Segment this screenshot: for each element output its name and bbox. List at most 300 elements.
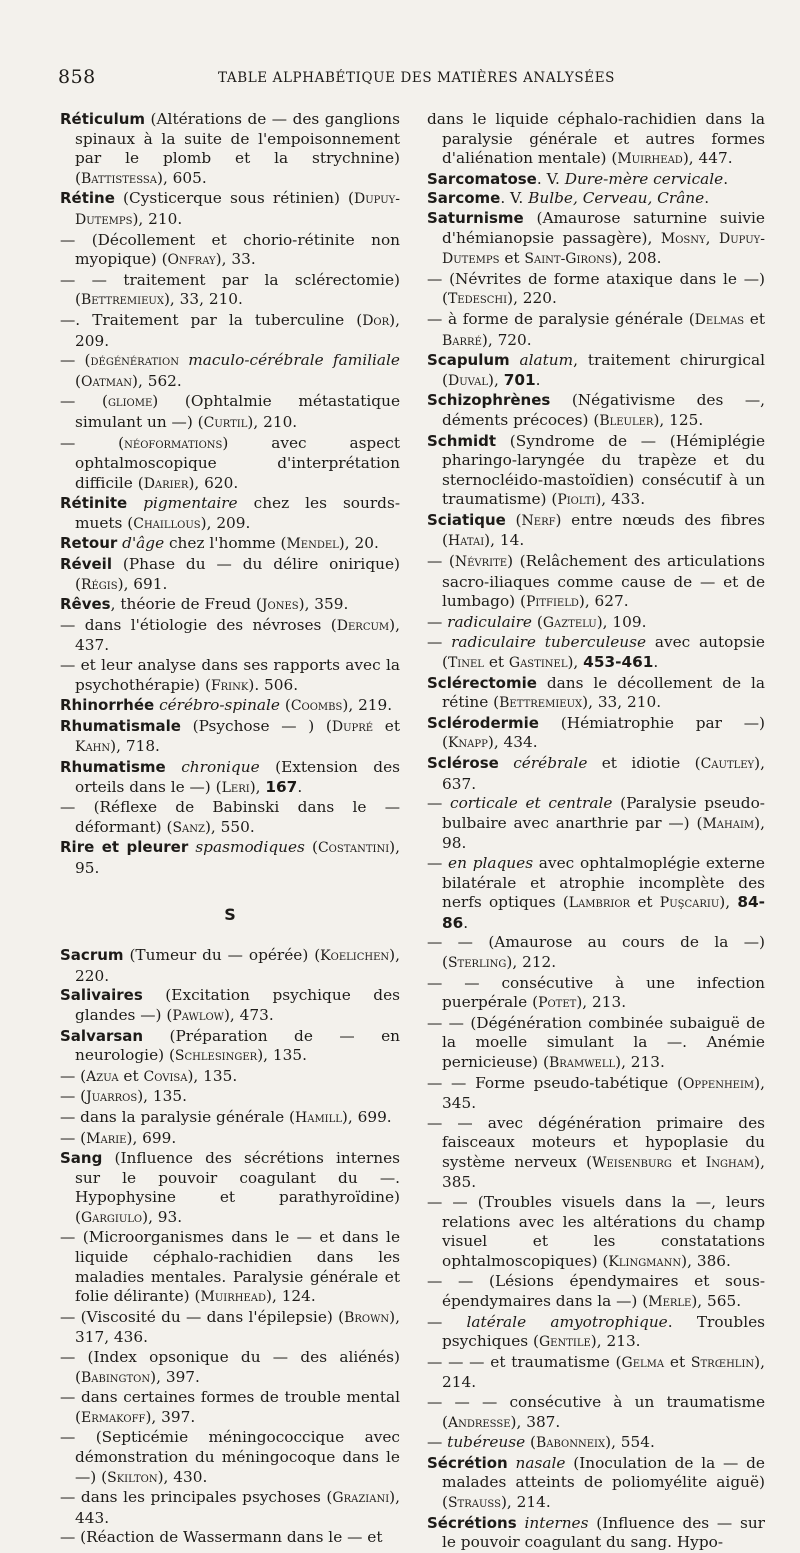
entry-text: ), 317, 436.: [75, 1307, 400, 1347]
author-name: Tedeschi: [447, 291, 508, 308]
author-name: Babington: [80, 1369, 151, 1386]
index-entry: [60, 1348, 400, 1388]
author-name: Babonneix: [535, 1435, 606, 1452]
entry-text: ), 718.: [110, 737, 160, 756]
index-entry: [427, 613, 765, 634]
author-name: Dupré: [331, 718, 374, 735]
entry-text: ), 209.: [75, 310, 400, 350]
author-name: Gaztelu: [542, 614, 597, 631]
entry-text: ), 473.: [223, 1005, 274, 1024]
author-name: Leri: [221, 779, 250, 796]
entry-italic: radiculaire tuberculeuse: [451, 633, 647, 652]
index-entry: [60, 758, 400, 798]
entry-text: ), 20.: [338, 534, 379, 553]
entry-text: (Psychose — ) (: [180, 716, 332, 735]
entry-text: ), 213.: [615, 1052, 665, 1071]
right-entries: [427, 110, 765, 1553]
author-name: Andresse: [447, 1414, 511, 1431]
entry-text: ), 220.: [507, 289, 557, 308]
bold-page-ref: 453-461: [583, 653, 654, 672]
index-entry: [427, 310, 765, 351]
entry-text: ), 135.: [257, 1046, 307, 1065]
bold-page-ref: 701: [503, 370, 536, 389]
index-entry: [60, 1528, 400, 1548]
entry-italic: tubéreuse: [447, 1433, 526, 1452]
entry-text: ),: [719, 893, 738, 912]
entry-italic: internes: [524, 1513, 589, 1532]
index-entry: [427, 351, 765, 391]
entry-text: ), 95.: [75, 838, 400, 877]
index-entry: [427, 854, 765, 933]
author-name: Duval: [447, 372, 489, 389]
entry-text: ), 124.: [266, 1287, 316, 1306]
entry-headword: Sécrétions: [427, 1513, 517, 1532]
index-entry: [427, 110, 765, 170]
entry-text: —: [427, 633, 452, 652]
entry-headword: Réveil: [60, 555, 112, 574]
author-name: Schlesinger: [174, 1048, 258, 1065]
author-name: Chaillous: [133, 515, 201, 532]
index-entry: [60, 595, 400, 616]
entry-text: ), 219.: [342, 696, 393, 715]
author-name: Bettremieux: [80, 292, 164, 309]
author-name: Frink: [210, 677, 249, 694]
index-entry: [427, 633, 765, 673]
entry-text: ), 33, 210.: [163, 290, 243, 309]
author-name: Knapp: [447, 735, 488, 752]
author-name: Muirhead: [200, 1289, 266, 1306]
entry-text: ), 397.: [150, 1367, 200, 1386]
entry-text: ), 691.: [117, 574, 168, 593]
entry-headword: Schizophrènes: [427, 391, 551, 410]
author-name: néoformations: [124, 435, 223, 452]
entry-text: — — consécutive à une infection puerpérale (: [427, 973, 765, 1012]
entry-italic: maculo-cérébrale familiale: [188, 351, 400, 370]
entry-text: ,: [705, 228, 720, 247]
entry-text: ), 98.: [442, 813, 765, 853]
author-name: Juarros: [86, 1089, 138, 1106]
right-column: [427, 110, 766, 1552]
index-entry: [427, 933, 765, 973]
entry-text: ), 33.: [215, 250, 256, 269]
entry-text: — (: [60, 1087, 87, 1106]
entry-headword: Retour: [60, 534, 118, 553]
entry-headword: Rhinorrhée: [60, 696, 155, 715]
entry-text: —: [427, 1312, 467, 1331]
entry-text: —: [427, 612, 448, 631]
author-name: Gelma: [621, 1354, 665, 1371]
author-name: Muirhead: [617, 151, 683, 168]
entry-headword: Rhumatismale: [60, 716, 181, 735]
index-entry: [60, 717, 400, 758]
index-entry: [427, 209, 765, 270]
entry-text: ), 386.: [681, 1251, 731, 1270]
author-name: Saint-Girons: [524, 251, 612, 268]
entry-text: ), 620.: [188, 473, 239, 492]
entry-text: ), 208.: [611, 249, 662, 268]
entry-text: .: [704, 189, 710, 208]
index-entry: [427, 170, 765, 190]
entry-text: et: [630, 893, 660, 912]
entry-headword: Sarcome: [427, 189, 501, 208]
entry-text: (: [531, 612, 543, 631]
entry-text: ), 554.: [605, 1433, 655, 1452]
left-entries-r: [60, 110, 400, 879]
page-header: [58, 66, 758, 94]
author-name: Sterling: [447, 954, 507, 971]
entry-italic: chronique: [181, 758, 260, 776]
entry-text: — (: [60, 1128, 87, 1147]
entry-text: (: [525, 1433, 536, 1452]
entry-text: ), 135.: [187, 1066, 238, 1085]
entry-text: ) entre nœuds des fibres (: [442, 510, 765, 550]
index-entry: [60, 656, 400, 696]
author-name: dégénération: [90, 353, 179, 370]
entry-italic: en plaques: [448, 853, 534, 872]
entry-text: —. Traitement par la tuberculine (: [60, 310, 363, 329]
author-name: Hamill: [295, 1109, 342, 1126]
entry-text: ), 699.: [341, 1107, 392, 1126]
index-entry: [60, 555, 400, 595]
entry-text: dans le liquide céphalo-rachidien dans la paralysie générale et autres formes d'aliénation mentale) (: [427, 110, 765, 168]
author-name: Weisenburg: [592, 1154, 672, 1171]
entry-text: —: [427, 794, 451, 813]
author-name: Klingmann: [608, 1253, 682, 1270]
entry-text: (: [279, 696, 291, 715]
entry-text: et: [744, 309, 766, 328]
bold-page-ref: 167: [265, 777, 298, 796]
entry-text: ), 14.: [484, 531, 525, 550]
entry-text: ), 125.: [653, 410, 704, 429]
entry-text: — — traitement par la sclérectomie) (: [60, 270, 400, 309]
index-entry: [427, 552, 765, 613]
index-entry: [427, 189, 765, 209]
index-entry: [427, 391, 765, 431]
author-name: Gentile: [538, 1334, 591, 1351]
entry-text: ), 387.: [510, 1412, 561, 1431]
entry-headword: Sciatique: [427, 510, 506, 529]
entry-headword: Sclérodermie: [427, 713, 539, 732]
entry-text: — (Décollement et chorio-rétinite non myopique) (: [60, 230, 400, 269]
author-name: Dupuy-Dutemps: [442, 230, 765, 268]
author-name: Cautley: [700, 756, 755, 772]
entry-text: (Influence des — sur le pouvoir coagulant du sang. Hypo-: [442, 1513, 765, 1552]
entry-text: — — (Amaurose au cours de la —) (: [427, 933, 765, 971]
entry-text: . V.: [536, 169, 565, 188]
entry-text: (Tumeur du — opérée) (: [123, 946, 321, 965]
entry-text: ), 359.: [298, 595, 349, 614]
entry-text: — (: [60, 433, 125, 452]
author-name: Gastinel: [508, 655, 568, 672]
entry-text: ), 637.: [442, 754, 765, 793]
entry-text: — — Forme pseudo-tabétique (: [427, 1073, 683, 1092]
entry-headword: Rétinite: [60, 494, 128, 513]
author-name: Barré: [442, 332, 482, 349]
author-name: Mosny: [660, 230, 706, 247]
author-name: Marie: [86, 1130, 127, 1147]
entry-text: — (: [60, 351, 91, 370]
entry-headword: Sclérectomie: [427, 673, 537, 692]
section-letter: S: [224, 904, 236, 924]
entry-text: — — — consécutive à un traumatisme (: [427, 1393, 765, 1431]
entry-text: — dans les principales psychoses (: [60, 1488, 333, 1507]
index-entry: [60, 351, 400, 392]
entry-text: et: [664, 1352, 691, 1371]
entry-headword: Saturnisme: [427, 208, 524, 227]
entry-headword: Sang: [60, 1149, 103, 1168]
index-entry: [60, 1228, 400, 1307]
entry-italic: spasmodiques: [195, 838, 305, 857]
entry-text: — (Réaction de Wassermann dans le — et: [60, 1528, 383, 1547]
entry-text: (: [505, 510, 522, 529]
entry-headword: Réticulum: [60, 110, 146, 128]
entry-text: . Troubles psychiques (: [442, 1312, 765, 1351]
index-entry: [427, 1114, 765, 1193]
entry-text: ),: [567, 653, 584, 672]
left-entries-s: [60, 946, 400, 1548]
entry-italic: radiculaire: [447, 612, 532, 631]
author-name: Oatman: [80, 373, 133, 390]
author-name: Covisa: [143, 1068, 188, 1085]
entry-text: (Cysticerque sous rétinien) (: [114, 189, 355, 208]
entry-text: et: [671, 1152, 706, 1171]
entry-text: — et leur analyse dans ses rapports avec la psychothérapie) (: [60, 656, 400, 694]
entry-text: [508, 1454, 516, 1472]
author-name: Curtil: [203, 414, 248, 431]
index-entry: [60, 798, 400, 838]
entry-text: [166, 758, 182, 776]
index-entry: [60, 696, 400, 717]
entry-text: .: [723, 169, 729, 188]
index-entry: [427, 1393, 765, 1433]
author-name: Strœhlin: [690, 1354, 755, 1371]
entry-text: ), 209.: [200, 513, 251, 532]
entry-text: ), 433.: [595, 490, 646, 509]
index-entry: [60, 1149, 400, 1228]
entry-text: (: [75, 371, 81, 390]
entry-text: — (Microorganismes dans le — et dans le liquide céphalo-rachidien dans les maladies mentales. Paralysie générale et folie délirante) (: [60, 1228, 400, 1306]
author-name: Delmas: [694, 311, 745, 328]
author-name: Strauss: [447, 1494, 501, 1511]
page-number: 858: [58, 66, 96, 88]
index-entry: [427, 1313, 765, 1353]
entry-text: ), 562.: [132, 371, 182, 390]
author-name: Merle: [648, 1294, 692, 1311]
entry-text: ), 720.: [481, 330, 532, 349]
entry-text: ), 210.: [132, 209, 183, 228]
entry-text: — (Névrites de forme ataxique dans le —) (: [427, 269, 765, 308]
entry-text: ),: [249, 777, 266, 796]
index-entry: [60, 838, 400, 878]
entry-text: ), 212.: [506, 952, 557, 971]
entry-text: [179, 351, 188, 369]
author-name: Koelichen: [320, 948, 390, 965]
index-entry: [60, 616, 400, 656]
entry-text: — — (Lésions épendymaires et sous-épendymaires dans la —) (: [427, 1272, 765, 1311]
entry-text: ), 220.: [75, 946, 400, 985]
entry-text: ) (Ophtalmie métastatique simulant un —) (: [75, 392, 400, 431]
entry-text: ), 443.: [75, 1488, 400, 1527]
entry-text: —: [427, 1433, 448, 1452]
entry-text: — (: [427, 552, 455, 571]
author-name: Lambrior: [568, 895, 631, 912]
entry-text: , théorie de Freud (: [110, 595, 262, 614]
author-name: gliome: [107, 394, 153, 411]
index-entry: [427, 1353, 765, 1393]
author-name: Sanz: [172, 819, 205, 836]
entry-headword: Schmidt: [427, 431, 497, 450]
entry-text: chez l'homme (: [164, 534, 287, 553]
author-name: Puşcariu: [659, 895, 720, 912]
entry-text: ) avec aspect ophtalmoscopique d'interprétation difficile (: [75, 433, 400, 492]
index-entry: [60, 231, 400, 271]
author-name: Gargiulo: [80, 1209, 143, 1226]
author-name: Skilton: [107, 1469, 158, 1486]
author-name: Bleuler: [599, 412, 654, 429]
entry-text: ), 565.: [691, 1292, 742, 1311]
bold-page-ref: 84-86: [442, 893, 765, 932]
entry-text: ), 447.: [682, 149, 733, 168]
entry-text: ), 627.: [578, 592, 629, 611]
entry-text: .: [463, 913, 469, 932]
entry-text: ), 430.: [157, 1467, 208, 1486]
entry-text: ), 214.: [500, 1492, 551, 1511]
entry-headword: Sacrum: [60, 946, 124, 965]
entry-text: ). 506.: [248, 675, 299, 694]
entry-text: ), 699.: [126, 1128, 177, 1147]
entry-italic: alatum: [519, 351, 574, 370]
entry-text: .: [297, 777, 303, 796]
entry-text: — (: [60, 1066, 87, 1085]
entry-headword: Sarcomatose: [427, 169, 537, 188]
author-name: Bramwell: [548, 1054, 616, 1071]
author-name: Dor: [362, 312, 390, 329]
entry-text: .: [535, 370, 541, 389]
entry-italic: d'âge: [122, 534, 165, 553]
index-entry: [427, 1514, 765, 1553]
entry-text: (: [304, 838, 318, 857]
entry-text: ), 397.: [145, 1407, 196, 1426]
author-name: Régis: [80, 576, 118, 593]
entry-text: et: [499, 249, 525, 268]
entry-text: ),: [488, 370, 504, 389]
author-name: Ermakoff: [80, 1409, 146, 1426]
entry-text: ), 214.: [442, 1352, 765, 1392]
author-name: Costantini: [317, 840, 390, 857]
index-entry: [60, 1067, 400, 1088]
index-entry: [60, 1428, 400, 1488]
entry-italic: latérale amyotrophique: [466, 1312, 668, 1331]
entry-headword: Rire et pleurer: [60, 838, 189, 857]
entry-text: ), 605.: [156, 168, 207, 187]
entry-text: (Hémiatrophie par —) (: [442, 713, 765, 752]
index-entry: [60, 271, 400, 311]
index-entry: [427, 674, 765, 714]
entry-text: (Influence des sécrétions internes sur le pouvoir coagulant du —. Hypophysine et parathyroïdine) (: [75, 1149, 400, 1226]
author-name: Mendel: [286, 536, 339, 553]
entry-text: (Phase du — du délire onirique) (: [75, 555, 400, 593]
index-entry: [60, 1308, 400, 1348]
entry-text: —: [427, 853, 449, 872]
entry-italic: Dure-mère cervicale: [564, 169, 724, 188]
entry-text: — — (Troubles visuels dans la —, leurs relations avec les altérations du champ visuel et les constatations ophtalmoscopiques) (: [427, 1193, 765, 1270]
left-column: [60, 110, 400, 1547]
entry-text: (Négativisme des —, déments précoces) (: [442, 391, 765, 429]
entry-headword: Rétine: [60, 189, 115, 208]
index-entry: [60, 1129, 400, 1150]
entry-text: ), 385.: [442, 1152, 765, 1192]
author-name: Tinel: [447, 655, 484, 672]
entry-text: ), 434.: [487, 733, 538, 752]
entry-text: — — — et traumatisme (: [427, 1352, 622, 1371]
index-entry: [427, 1454, 765, 1514]
author-name: Dupuy-Dutemps: [75, 191, 400, 228]
index-entry: [60, 434, 400, 495]
author-name: Coombs: [290, 698, 343, 715]
entry-headword: Salivaires: [60, 986, 143, 1005]
entry-italic: cérébrale: [513, 754, 588, 772]
entry-text: avec autopsie (: [442, 633, 765, 672]
entry-text: ) (Relâchement des articulations sacro-iliaques comme cause de — et de lumbago) (: [442, 552, 765, 611]
entry-headword: Rêves: [60, 595, 111, 614]
entry-text: — (Viscosité du — dans l'épilepsie) (: [60, 1307, 345, 1326]
index-entry: [60, 110, 400, 189]
index-entry: [60, 946, 400, 986]
index-entry: [427, 1433, 765, 1454]
entry-text: (Amaurose saturnine suivie d'hémianopsie passagère),: [442, 208, 765, 247]
author-name: Mahaim: [702, 815, 755, 832]
entry-text: ), 93.: [142, 1207, 183, 1226]
entry-text: — (Réflexe de Babinski dans le — déformant) (: [60, 798, 400, 836]
index-entry: [427, 1074, 765, 1114]
entry-text: ), 135.: [137, 1087, 187, 1106]
index-entry: [60, 986, 400, 1026]
entry-text: dans le décollement de la rétine (: [442, 673, 765, 712]
author-name: Ingham: [705, 1154, 755, 1171]
entry-text: (Syndrome de — (Hémiplégie pharingo-laryngée du trapèze et du sternocléido-mastoïdien) consécutif à un traumatisme) (: [442, 431, 765, 509]
index-entry: [60, 1027, 400, 1067]
entry-text: ), 345.: [442, 1073, 765, 1113]
entry-text: — — (Dégénération combinée subaiguë de la moelle simulant la —. Anémie pernicieuse) (: [427, 1013, 765, 1071]
index-entry: [427, 511, 765, 552]
author-name: Névrite: [454, 554, 508, 571]
entry-text: (Inoculation de la — de malades atteints de poliomyélite aiguë) (: [442, 1453, 765, 1511]
entry-text: chez les sourds-muets (: [75, 494, 400, 532]
author-name: Jones: [261, 597, 299, 614]
index-entry: [427, 1272, 765, 1312]
entry-headword: Sécrétion: [427, 1453, 508, 1472]
index-entry: [60, 311, 400, 351]
entry-text: ), 213.: [576, 993, 627, 1012]
entry-text: [127, 494, 143, 512]
running-head: TABLE ALPHABÉTIQUE DES MATIÈRES ANALYSÉES: [218, 70, 616, 86]
author-name: Nerf: [521, 512, 556, 529]
author-name: Darier: [143, 475, 189, 492]
index-entry: [427, 270, 765, 310]
entry-text: — — avec dégénération primaire des faisceaux moteurs et hypoplasie du système nerveux (: [427, 1113, 765, 1171]
index-entry: [427, 432, 765, 511]
author-name: Hatai: [447, 533, 485, 550]
entry-text: ), 210.: [247, 412, 298, 431]
entry-text: (Altérations de — des ganglions spinaux à la suite de l'empoisonnement par le plomb et la strychnine) (: [75, 110, 400, 187]
entry-text: — dans l'étiologie des névroses (: [60, 615, 337, 634]
entry-text: et: [118, 1066, 144, 1085]
entry-text: avec ophtalmoplégie externe bilatérale et atrophie incomplète des nerfs optiques (: [442, 853, 765, 912]
entry-text: ), 33, 210.: [582, 693, 662, 712]
entry-text: — (Septicémie méningococcique avec démonstration du méningocoque dans le —) (: [60, 1428, 400, 1486]
entry-headword: Salvarsan: [60, 1026, 144, 1045]
entry-headword: Rhumatisme: [60, 758, 166, 776]
